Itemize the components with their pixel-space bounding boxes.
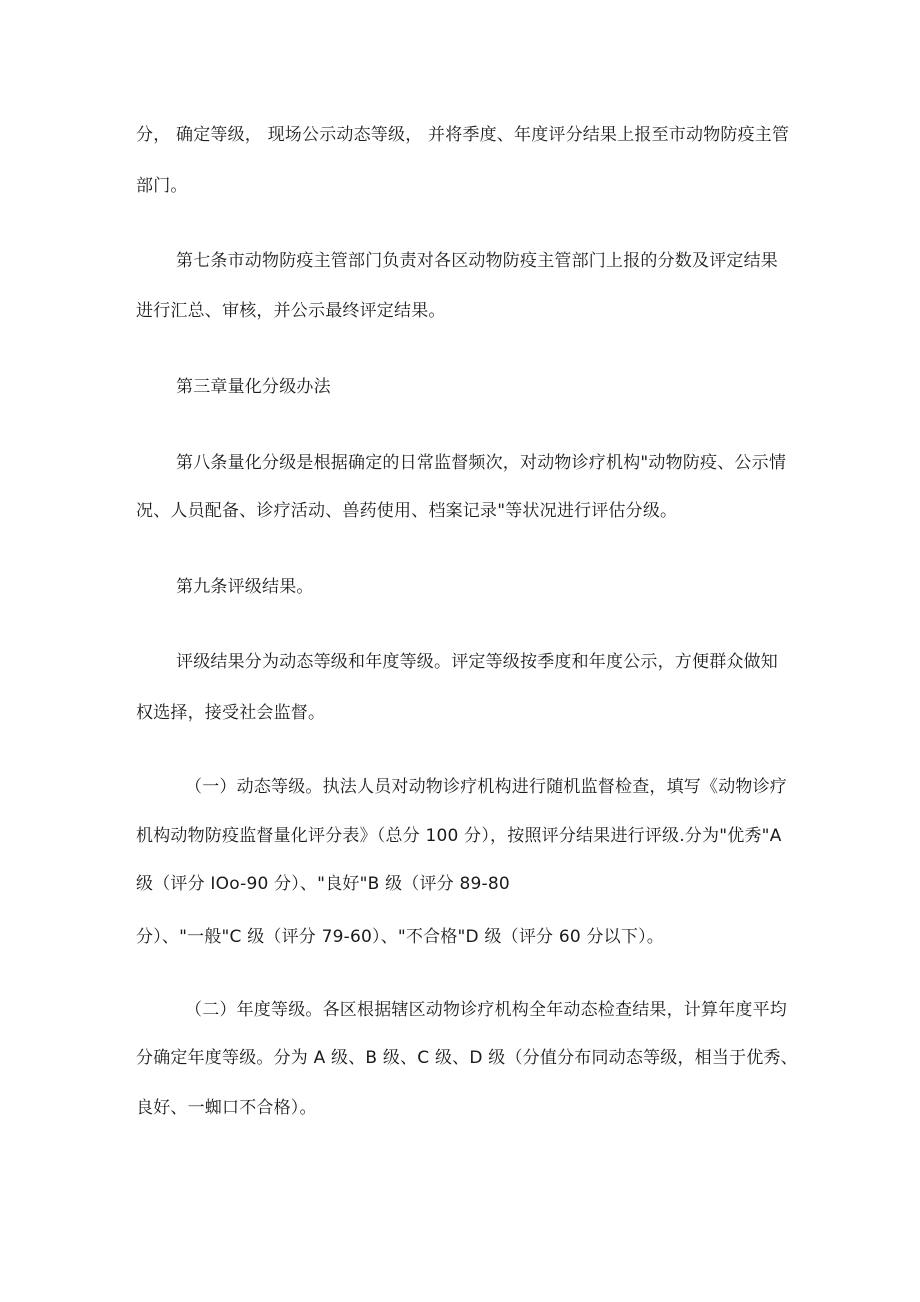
annual-grade-paragraph: （二）年度等级。各区根据辖区动物诊疗机构全年动态检查结果，计算年度平均 bbox=[185, 1000, 787, 1020]
text-line: 况、人员配备、诊疗活动、兽药使用、档案记录"等状况进行评估分级。 bbox=[136, 501, 678, 521]
text-line: 权选择，接受社会监督。 bbox=[136, 703, 326, 723]
text-line: 分）、"一般"C 级（评分 79-60）、"不合格"D 级（评分 60 分以下）。 bbox=[136, 927, 664, 947]
text-line: 级（评分 IOo-90 分）、"良好"B 级（评分 89-80 bbox=[136, 874, 510, 894]
article-9-heading: 第九条评级结果。 bbox=[176, 577, 314, 597]
text-line: 评级结果分为动态等级和年度等级。评定等级按季度和年度公示，方便群众做知 bbox=[176, 652, 778, 672]
text-line: 机构动物防疫监督量化评分表》（总分 100 分），按照评分结果进行评级.分为"优秀"A bbox=[136, 826, 782, 846]
article-7-heading: 第七条市动物防疫主管部门负责对各区动物防疫主管部门上报的分数及评定结果 bbox=[176, 251, 778, 271]
text-line: 良好、一蜘口不合格）。 bbox=[136, 1098, 317, 1118]
text-line: 分， 确定等级， 现场公示动态等级， 并将季度、年度评分结果上报至市动物防疫主管 bbox=[136, 125, 790, 145]
article-8-heading: 第八条量化分级是根据确定的日常监督频次，对动物诊疗机构"动物防疫、公示情 bbox=[176, 453, 787, 473]
chapter-3-title: 第三章量化分级办法 bbox=[176, 377, 331, 397]
dynamic-grade-paragraph: （一）动态等级。执法人员对动物诊疗机构进行随机监督检查，填写《动物诊疗 bbox=[185, 777, 787, 797]
text-line: 分确定年度等级。分为 A 级、B 级、C 级、D 级（分值分布同动态等级，相当于优秀、 bbox=[136, 1048, 798, 1068]
text-line: 进行汇总、审核，并公示最终评定结果。 bbox=[136, 301, 446, 321]
text-line: 部门。 bbox=[136, 176, 188, 196]
